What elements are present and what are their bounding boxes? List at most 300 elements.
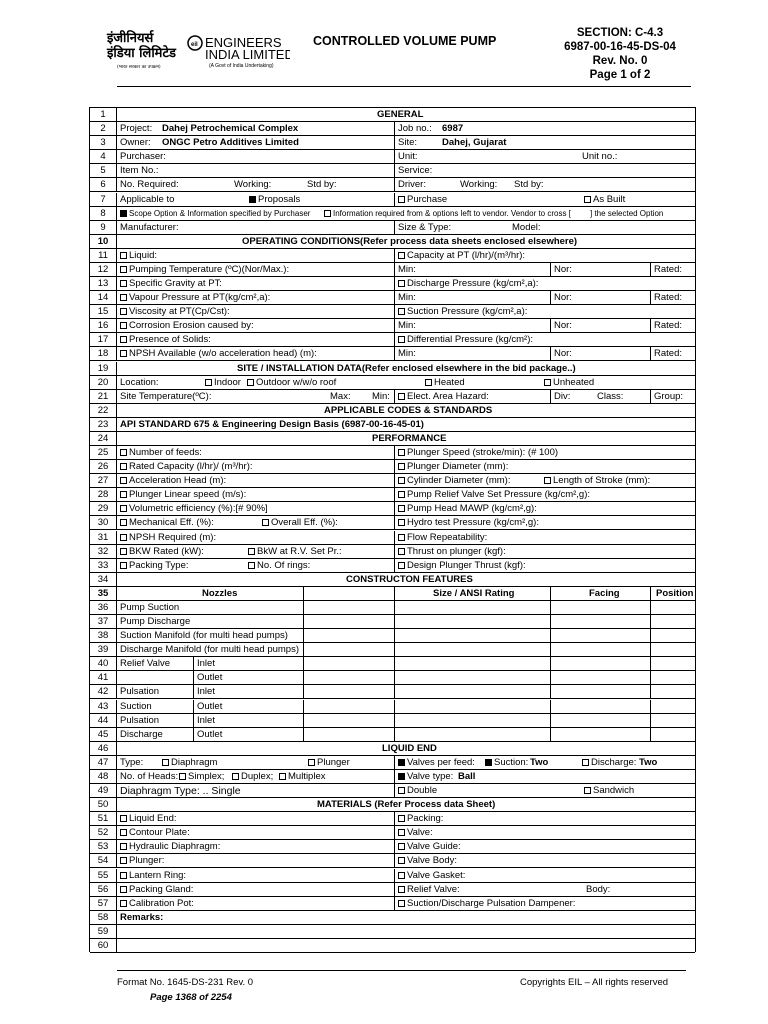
field-label: Nor: [554, 292, 572, 304]
table-row [90, 615, 695, 629]
field-label: Discharge: [591, 756, 637, 768]
column-divider [650, 263, 651, 276]
column-divider [394, 277, 395, 290]
field-label: Nozzles [202, 587, 238, 599]
field-label: Inlet [197, 658, 215, 670]
row-number: 52 [90, 826, 117, 839]
svg-text:eil: eil [191, 42, 198, 48]
column-divider [394, 883, 395, 896]
field-cell [120, 869, 186, 883]
field-label: Two [639, 756, 658, 768]
field-label: Owner: [120, 137, 151, 149]
field-label: Diaphragm Type: .. Single [120, 785, 241, 797]
field-label: Suction Pressure (kg/cm²,a): [407, 306, 528, 318]
checkbox-icon[interactable] [398, 562, 405, 569]
table-row [90, 404, 695, 418]
field-cell [398, 883, 460, 897]
field-cell [120, 333, 211, 347]
row-number: 17 [90, 333, 117, 346]
checkbox-icon[interactable] [398, 872, 405, 879]
checkbox-icon[interactable] [324, 210, 331, 217]
row-number: 12 [90, 263, 117, 276]
table-row [90, 432, 695, 446]
row-number: 1 [90, 108, 117, 121]
checkbox-icon[interactable] [398, 534, 405, 541]
column-divider [650, 671, 651, 684]
field-cell [262, 516, 338, 530]
field-label: Differential Pressure (kg/cm²): [407, 334, 533, 346]
field-label: Dahej Petrochemical Complex [162, 123, 299, 135]
column-divider [303, 587, 304, 600]
table-row [90, 714, 695, 728]
company-logo [105, 28, 290, 72]
page-indicator: Page 1 of 2 [589, 69, 651, 81]
checkbox-icon[interactable] [120, 900, 127, 907]
field-label: 6987 [442, 123, 464, 135]
checkbox-icon[interactable] [308, 759, 315, 766]
row-number: 34 [90, 573, 117, 586]
field-cell [242, 235, 577, 249]
field-cell [324, 207, 571, 221]
checked-checkbox-icon[interactable] [249, 196, 256, 203]
field-label: Size / ANSI Rating [433, 587, 515, 599]
row-number: 22 [90, 404, 117, 417]
field-cell [120, 770, 178, 784]
field-label: Discharge [120, 728, 163, 740]
column-divider [550, 347, 551, 360]
checkbox-icon[interactable] [120, 815, 127, 822]
field-label: Discharge Manifold (for multi head pumps) [120, 644, 299, 656]
field-cell [307, 178, 337, 192]
field-cell [398, 291, 416, 305]
checkbox-icon[interactable] [398, 900, 405, 907]
checkbox-icon[interactable] [120, 534, 127, 541]
datasheet-table [89, 107, 696, 952]
column-divider [650, 291, 651, 304]
row-number: 31 [90, 531, 117, 544]
table-row [90, 643, 695, 657]
checkbox-icon[interactable] [179, 773, 186, 780]
checked-checkbox-icon[interactable] [398, 759, 405, 766]
table-row [90, 446, 695, 460]
column-divider [303, 615, 304, 628]
checkbox-icon[interactable] [398, 308, 405, 315]
field-cell [120, 488, 246, 502]
field-label: No. Required: [120, 179, 179, 191]
field-cell [179, 770, 224, 784]
checkbox-icon[interactable] [120, 280, 127, 287]
column-divider [394, 150, 395, 163]
checkbox-icon[interactable] [279, 773, 286, 780]
field-label: Rated: [654, 348, 682, 360]
table-row [90, 671, 695, 685]
row-number: 56 [90, 883, 117, 896]
column-divider [394, 516, 395, 529]
checkbox-icon[interactable] [582, 759, 589, 766]
field-label: ] the selected Option [590, 208, 664, 218]
column-divider [394, 305, 395, 318]
checkbox-icon[interactable] [120, 252, 127, 259]
footer-format-number: Format No. 1645-DS-231 Rev. 0 [117, 977, 254, 988]
field-label: Applicable to [120, 193, 175, 205]
field-label: Class: [597, 390, 624, 402]
row-number: 28 [90, 488, 117, 501]
field-cell [639, 756, 657, 770]
field-cell [120, 629, 288, 643]
column-divider [394, 615, 395, 628]
checkbox-icon[interactable] [398, 491, 405, 498]
row-number: 5 [90, 164, 117, 177]
checkbox-icon[interactable] [398, 857, 405, 864]
checkbox-icon[interactable] [398, 477, 405, 484]
field-cell [197, 728, 222, 742]
field-label: Lantern Ring: [129, 869, 187, 881]
column-divider [394, 812, 395, 825]
field-label: Overall Eff. (%): [271, 517, 338, 529]
checkbox-icon[interactable] [120, 308, 127, 315]
field-cell [120, 474, 226, 488]
column-divider [193, 714, 194, 727]
field-cell [120, 150, 166, 164]
checkbox-icon[interactable] [584, 787, 591, 794]
checkbox-icon[interactable] [398, 280, 405, 287]
checkbox-icon[interactable] [120, 562, 127, 569]
column-divider [394, 531, 395, 544]
checkbox-icon[interactable] [262, 519, 269, 526]
column-divider [394, 643, 395, 656]
field-label: Outdoor w/w/o roof [256, 376, 337, 388]
field-cell [530, 756, 548, 770]
column-divider [303, 601, 304, 614]
table-row [90, 418, 695, 432]
checkbox-icon[interactable] [120, 463, 127, 470]
checkbox-icon[interactable] [120, 477, 127, 484]
checkbox-icon[interactable] [120, 829, 127, 836]
field-label: Purchase [407, 193, 448, 205]
column-divider [394, 714, 395, 727]
field-cell [597, 390, 623, 404]
field-cell [120, 545, 204, 559]
field-label: Rated Capacity (l/hr)/ (m³/hr): [129, 461, 253, 473]
checkbox-icon[interactable] [398, 336, 405, 343]
field-cell [120, 911, 163, 925]
field-label: Service: [398, 165, 433, 177]
field-cell [120, 263, 289, 277]
column-divider [550, 629, 551, 642]
checkbox-icon[interactable] [120, 857, 127, 864]
table-row [90, 869, 695, 883]
field-label: APPLICABLE CODES & STANDARDS [324, 404, 493, 416]
field-label: Plunger Speed (stroke/min): (# 100) [407, 447, 559, 458]
field-label: Purchaser: [120, 151, 166, 163]
checkbox-icon[interactable] [398, 886, 405, 893]
field-label: Valve Gasket: [407, 869, 466, 881]
checkbox-icon[interactable] [398, 463, 405, 470]
row-number: 20 [90, 376, 117, 389]
checkbox-icon[interactable] [398, 548, 405, 555]
field-label: Suction [120, 700, 152, 712]
checkbox-icon[interactable] [248, 548, 255, 555]
row-number: 13 [90, 277, 117, 290]
field-label: Outlet [197, 672, 223, 684]
column-divider [394, 474, 395, 487]
field-label: Mechanical Eff. (%): [129, 517, 214, 529]
row-number: 25 [90, 446, 117, 459]
field-cell [120, 122, 152, 136]
field-label: Unheated [553, 376, 595, 388]
row-number: 26 [90, 460, 117, 473]
field-cell [197, 685, 215, 699]
field-cell [398, 559, 526, 573]
field-cell [554, 263, 572, 277]
field-label: Model: [512, 221, 541, 233]
logo-english-line1: ENGINEERS [205, 35, 282, 50]
table-row [90, 587, 695, 601]
column-divider [394, 559, 395, 572]
field-cell [582, 150, 617, 164]
table-row [90, 531, 695, 545]
column-divider [394, 756, 395, 769]
row-number: 33 [90, 559, 117, 572]
column-divider [550, 601, 551, 614]
field-cell [382, 742, 437, 756]
field-label: Driver: [398, 179, 426, 191]
field-cell [582, 756, 636, 770]
checkbox-icon[interactable] [120, 872, 127, 879]
row-number: 21 [90, 390, 117, 403]
column-divider [394, 840, 395, 853]
checkbox-icon[interactable] [398, 815, 405, 822]
checkbox-icon[interactable] [120, 886, 127, 893]
checkbox-icon[interactable] [398, 519, 405, 526]
field-cell [544, 474, 650, 488]
field-cell [398, 193, 447, 207]
field-label: Capacity at PT (l/hr)/(m³/hr): [407, 249, 526, 261]
table-row [90, 545, 695, 559]
document-number: 6987-00-16-45-DS-04 [564, 41, 676, 53]
checked-checkbox-icon[interactable] [485, 759, 492, 766]
column-divider [394, 488, 395, 501]
checkbox-icon[interactable] [120, 350, 127, 357]
column-divider [394, 502, 395, 515]
field-cell [120, 854, 164, 868]
field-label: Duplex; [241, 770, 274, 782]
field-label: Packing Type: [129, 559, 189, 571]
column-divider [394, 263, 395, 276]
checkbox-icon[interactable] [120, 843, 127, 850]
checked-checkbox-icon[interactable] [398, 773, 405, 780]
checkbox-icon[interactable] [398, 449, 405, 456]
checked-checkbox-icon[interactable] [120, 210, 127, 217]
field-cell [398, 122, 432, 136]
checkbox-icon[interactable] [205, 379, 212, 386]
column-divider [303, 714, 304, 727]
checkbox-icon[interactable] [120, 505, 127, 512]
footer-page-number: Page 1368 of 2254 [150, 992, 232, 1003]
field-cell [120, 193, 174, 207]
field-label: Relief Valve: [407, 883, 460, 895]
field-cell [398, 826, 433, 840]
column-divider [650, 685, 651, 698]
row-number: 45 [90, 728, 117, 741]
field-cell [120, 446, 202, 460]
table-row [90, 883, 695, 897]
row-number: 43 [90, 700, 117, 713]
checkbox-icon[interactable] [398, 829, 405, 836]
field-cell [120, 460, 253, 474]
field-label: Liquid: [129, 249, 157, 261]
field-cell [398, 474, 510, 488]
field-cell [544, 376, 594, 390]
checkbox-icon[interactable] [398, 505, 405, 512]
field-cell [586, 883, 610, 897]
checkbox-icon[interactable] [544, 477, 551, 484]
field-cell [279, 770, 326, 784]
row-number: 27 [90, 474, 117, 487]
checkbox-icon[interactable] [584, 196, 591, 203]
field-cell [202, 587, 237, 601]
column-divider [193, 671, 194, 684]
field-cell [120, 756, 143, 770]
field-label: Discharge Pressure (kg/cm²,a): [407, 278, 539, 289]
field-label: Acceleration Head (m): [129, 475, 227, 487]
field-cell [514, 178, 544, 192]
field-cell [398, 502, 537, 516]
field-label: BkW at R.V. Set Pr.: [257, 545, 342, 557]
field-label: Remarks: [120, 911, 164, 923]
field-label: BKW Rated (kW): [129, 545, 204, 557]
field-label: Specific Gravity at PT: [129, 278, 222, 289]
column-divider [394, 587, 395, 600]
column-divider [550, 643, 551, 656]
field-label: Valve: [407, 827, 433, 839]
checkbox-icon[interactable] [544, 379, 551, 386]
checkbox-icon[interactable] [120, 491, 127, 498]
table-row [90, 784, 695, 798]
field-label: Location: [120, 376, 159, 388]
row-number: 44 [90, 714, 117, 727]
table-row [90, 573, 695, 587]
field-label: Pump Head MAWP (kg/cm²,g): [407, 503, 537, 515]
logo-tagline-hindi: (भारत सरकार का उपक्रम) [117, 65, 161, 70]
checkbox-icon[interactable] [120, 519, 127, 526]
field-label: Pulsation [120, 686, 160, 698]
column-divider [650, 347, 651, 360]
field-label: Volumetric efficiency (%):[# 90%] [129, 503, 268, 515]
field-label: Inlet [197, 686, 215, 698]
table-row [90, 854, 695, 868]
column-divider [394, 784, 395, 797]
checkbox-icon[interactable] [398, 843, 405, 850]
column-divider [394, 657, 395, 670]
checkbox-icon[interactable] [398, 393, 405, 400]
field-cell [398, 545, 506, 559]
checkbox-icon[interactable] [398, 252, 405, 259]
field-cell [656, 587, 693, 601]
field-cell [120, 516, 214, 530]
table-row [90, 277, 695, 291]
field-label: Min: [398, 320, 416, 332]
table-row [90, 390, 695, 404]
table-row [90, 502, 695, 516]
column-divider [650, 657, 651, 670]
field-cell [317, 798, 495, 812]
table-row [90, 108, 695, 122]
checkbox-icon[interactable] [398, 787, 405, 794]
column-divider [303, 728, 304, 741]
checkbox-icon[interactable] [120, 294, 127, 301]
field-cell [398, 263, 416, 277]
field-cell [232, 770, 273, 784]
row-number: 11 [90, 249, 117, 262]
field-label: Div: [554, 390, 571, 402]
field-cell [460, 178, 497, 192]
field-label: Outlet [197, 728, 223, 740]
column-divider [394, 136, 395, 149]
column-divider [394, 545, 395, 558]
field-cell [398, 221, 451, 235]
field-label: Thrust on plunger (kgf): [407, 545, 506, 557]
field-label: Unit no.: [582, 151, 618, 163]
column-divider [193, 728, 194, 741]
field-label: Max: [330, 390, 351, 402]
row-number: 39 [90, 643, 117, 656]
checkbox-icon[interactable] [162, 759, 169, 766]
checkbox-icon[interactable] [248, 562, 255, 569]
field-cell [120, 601, 179, 615]
field-cell [120, 178, 179, 192]
logo-english-line2: INDIA LIMITED [205, 47, 290, 62]
checkbox-icon[interactable] [120, 449, 127, 456]
field-label: As Built [593, 193, 626, 205]
column-divider [550, 263, 551, 276]
field-cell [654, 319, 682, 333]
field-label: Vapour Pressure at PT(kg/cm²,a): [129, 292, 271, 304]
checkbox-icon[interactable] [398, 196, 405, 203]
row-number: 58 [90, 911, 117, 924]
checkbox-icon[interactable] [120, 266, 127, 273]
table-row [90, 235, 695, 249]
column-divider [650, 728, 651, 741]
field-label: Body: [586, 883, 611, 895]
field-label: Site: [398, 137, 418, 149]
field-label: Valves per feed: [407, 756, 475, 768]
checkbox-icon[interactable] [425, 379, 432, 386]
field-label: Relief Valve [120, 658, 170, 670]
field-cell [398, 319, 416, 333]
field-cell [197, 714, 215, 728]
field-cell [197, 657, 215, 671]
row-number: 55 [90, 869, 117, 882]
field-label: SITE / INSTALLATION DATA(Refer enclosed elsewhere in the bid package..) [237, 362, 576, 374]
table-row [90, 826, 695, 840]
checkbox-icon[interactable] [120, 322, 127, 329]
table-row [90, 488, 695, 502]
checkbox-icon[interactable] [120, 548, 127, 555]
field-cell [120, 728, 163, 742]
field-label: Pumping Temperature (ºC)(Nor/Max.): [129, 263, 290, 275]
column-divider [303, 629, 304, 642]
table-row [90, 798, 695, 812]
field-cell [237, 362, 576, 376]
checkbox-icon[interactable] [247, 379, 254, 386]
checkbox-icon[interactable] [232, 773, 239, 780]
checkbox-icon[interactable] [120, 336, 127, 343]
table-row [90, 728, 695, 742]
field-label: Valve Body: [407, 855, 457, 867]
field-label: Valve Guide: [407, 841, 461, 853]
column-divider [394, 193, 395, 206]
